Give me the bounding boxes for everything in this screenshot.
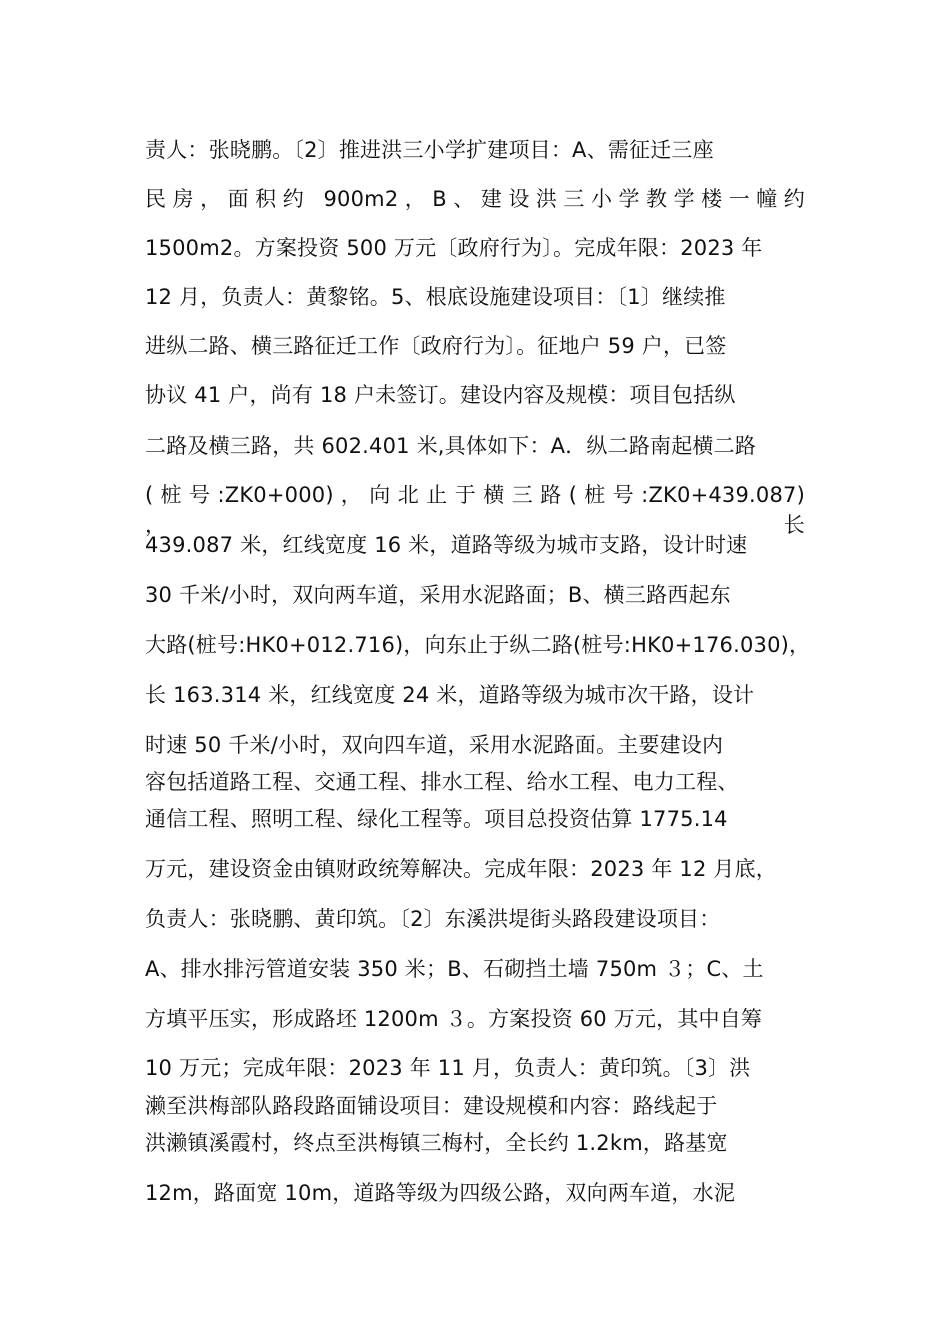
text-line-16: 万元，建设资金由镇财政统筹解决。完成年限：2023 年 12 月底，: [145, 857, 777, 881]
text-line-4: 12 月，负责人：黄黎铭。5、根底设施建设项目：〔1〕继续推: [145, 285, 726, 309]
text-line-1: 责人：张晓鹏。〔2〕推进洪三小学扩建项目：A、需征迁三座: [145, 138, 714, 162]
text-line-18: A、排水排污管道安装 350 米；B、石砌挡土墙 750m ３；C、土: [145, 957, 764, 981]
text-line-6: 协议 41 户，尚有 18 户未签订。建设内容及规模：项目包括纵: [145, 383, 736, 407]
text-line-22: 洪濑镇溪霞村，终点至洪梅镇三梅村，全长约 1.2km，路基宽: [145, 1131, 728, 1155]
text-line-20: 10 万元；完成年限：2023 年 11 月，负责人：黄印筑。〔3〕洪: [145, 1056, 751, 1080]
text-line-11: 大路(桩号:HK0+012.716)，向东止于纵二路(桩号:HK0+176.030)，: [145, 633, 811, 657]
text-line-5: 进纵二路、横三路征迁工作〔政府行为〕。征地户 59 户，已签: [145, 334, 727, 358]
text-line-13: 时速 50 千米/小时，双向四车道，采用水泥路面。主要建设内: [145, 733, 724, 757]
text-line-19: 方填平压实，形成路坯 1200m ３。方案投资 60 万元，其中自筹: [145, 1007, 763, 1031]
text-line-9: 439.087 米，红线宽度 16 米，道路等级为城市支路，设计时速: [145, 533, 748, 557]
text-line-8: ( 桩 号 :ZK0+000) ， 向 北 止 于 横 三 路 ( 桩 号 :ZK0+439.087) ， 长: [145, 483, 805, 537]
text-line-2: 民房，面积约 900m2，B、建设洪三小学教学楼一幢约: [145, 187, 805, 211]
text-line-7: 二路及横三路，共 602.401 米,具体如下：A．纵二路南起横二路: [145, 434, 757, 458]
text-line-23: 12m，路面宽 10m，道路等级为四级公路，双向两车道，水泥: [145, 1181, 736, 1205]
text-line-10: 30 千米/小时，双向两车道，采用水泥路面；B、横三路西起东: [145, 583, 731, 607]
text-line-3: 1500m2。方案投资 500 万元〔政府行为〕。完成年限：2023 年: [145, 236, 763, 260]
text-line-15: 通信工程、照明工程、绿化工程等。项目总投资估算 1775.14: [145, 807, 728, 831]
text-line-14: 容包括道路工程、交通工程、排水工程、给水工程、电力工程、: [145, 770, 739, 794]
text-line-17: 负责人：张晓鹏、黄印筑。〔2〕东溪洪堤街头路段建设项目：: [145, 907, 721, 931]
text-line-21: 濑至洪梅部队路段路面铺设项目：建设规模和内容：路线起于: [145, 1094, 718, 1118]
text-line-12: 长 163.314 米，红线宽度 24 米，道路等级为城市次干路，设计: [145, 683, 755, 707]
